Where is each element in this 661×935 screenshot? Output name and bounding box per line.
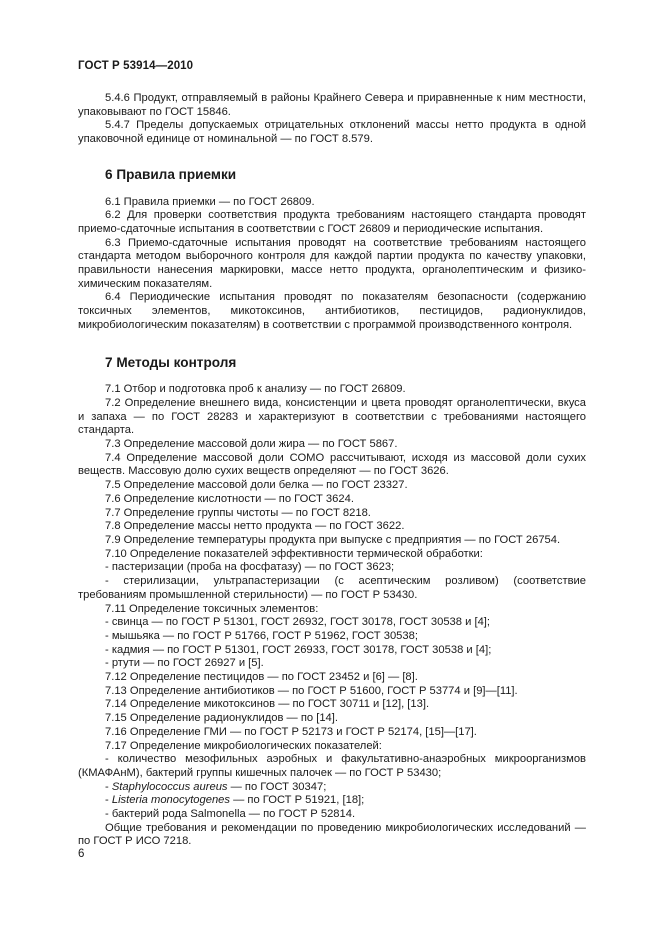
section-7-title: 7 Методы контроля [105,354,237,370]
paragraph-7-11: 7.11 Определение токсичных элементов: [105,602,319,615]
paragraph-6-4: 6.4 Периодические испытания проводят по показателям безопасности (содержанию токсичных элементов, микотоксинов, антибиотиков, пестицидов, радионуклидов, микробиологическим показателям) в соответствии с программой производственного контроля. [78,291,586,331]
paragraph-7-12: 7.12 Определение пестицидов — по ГОСТ 23452 и [6] — [8]. [105,671,418,684]
paragraph-7-17: 7.17 Определение микробиологических показателей: [105,739,382,752]
paragraph-closing: Общие требования и рекомендации по проведению микробиологических исследований — по ГОСТ Р ИСО 7218. [78,821,586,848]
paragraph-5-4-6: 5.4.6 Продукт, отправляемый в районы Крайнего Севера и приравненные к ним местности, упаковывают по ГОСТ 15846. [78,92,586,118]
paragraph-5-4-7: 5.4.7 Пределы допускаемых отрицательных отклонений массы нетто продукта в одной упаковочной единице от номинальной — по ГОСТ 8.579. [78,119,586,146]
page-header: ГОСТ Р 53914—2010 [78,60,194,72]
paragraph-7-1: 7.1 Отбор и подготовка проб к анализу — по ГОСТ 26809. [105,383,406,396]
list-item-staphylococcus: - Staphylococcus aureus — по ГОСТ 30347; [105,780,327,793]
paragraph-7-14: 7.14 Определение микотоксинов — по ГОСТ 30711 и [12], [13]. [105,698,430,711]
paragraph-6-2: 6.2 Для проверки соответствия продукта требованиям настоящего стандарта проводят приемо-сдаточные испытания в соответствии с ГОСТ 26809 и периодические испытания. [78,209,586,235]
paragraph-7-9: 7.9 Определение температуры продукта при выпуске с предприятия — по ГОСТ 26754. [105,533,561,546]
list-item-arsenic: - мышьяка — по ГОСТ Р 51766, ГОСТ Р 51962, ГОСТ 30538; [105,629,418,642]
section-6-title: 6 Правила приемки [105,166,237,182]
list-item-lead: - свинца — по ГОСТ Р 51301, ГОСТ 26932, ГОСТ 30178, ГОСТ 30538 и [4]; [105,616,491,629]
page-content [78,92,586,849]
staphylococcus-name: Staphylococcus aureus [111,780,228,793]
listeria-method: — по ГОСТ Р 51921, [18]; [230,794,365,807]
list-item-mercury: - ртути — по ГОСТ 26927 и [5]. [105,657,264,670]
paragraph-6-1: 6.1 Правила приемки — по ГОСТ 26809. [105,195,315,208]
paragraph-7-15: 7.15 Определение радионуклидов — по [14]. [105,712,338,725]
paragraph-7-5: 7.5 Определение массовой доли белка — по ГОСТ 23327. [105,479,408,492]
salmonella-prefix: - бактерий рода [105,808,191,821]
staphylococcus-method: — по ГОСТ 30347; [227,780,327,793]
list-item-cadmium: - кадмия — по ГОСТ Р 51301, ГОСТ 26933, ГОСТ 30178, ГОСТ 30538 и [4]; [105,643,492,656]
paragraph-7-16: 7.16 Определение ГМИ — по ГОСТ Р 52173 и ГОСТ Р 52174, [15]—[17]. [105,725,477,738]
page-number: 6 [78,848,85,860]
paragraph-7-2: 7.2 Определение внешнего вида, консистенции и цвета проводят органолептически, вкуса и запаха — по ГОСТ 28283 и характеризуют в соответствии с требованиями настоящего стандарта. [78,396,586,437]
list-item-pasteurization: - пастеризации (проба на фосфатазу) — по ГОСТ 3623; [105,561,395,574]
paragraph-7-6: 7.6 Определение кислотности — по ГОСТ 3624. [105,492,354,505]
list-item-kmafanm: - количество мезофильных аэробных и факультативно-анаэробных микроорганизмов (КМАФАнМ), бактерий группы кишечных палочек — по ГОСТ Р 53430; [78,753,586,779]
paragraph-7-4: 7.4 Определение массовой доли СОМО рассчитывают, исходя из массовой доли сухих веществ. Массовую долю сухих веществ определяют — по ГОСТ 3626. [78,451,586,478]
paragraph-7-7: 7.7 Определение группы чистоты — по ГОСТ 8218. [105,506,371,519]
paragraph-7-10: 7.10 Определение показателей эффективности термической обработки: [105,547,483,560]
paragraph-7-8: 7.8 Определение массы нетто продукта — по ГОСТ 3622. [105,520,405,533]
list-item-salmonella [78,808,586,822]
listeria-name: Listeria monocytogenes [111,794,231,807]
paragraph-7-3: 7.3 Определение массовой доли жира — по ГОСТ 5867. [105,438,398,451]
paragraph-6-3: 6.3 Приемо-сдаточные испытания проводят на соответствие требованиям настоящего стандарта методом выборочного контроля для каждой партии продукта по качеству упаковки, правильности нанесения маркировки, массе нетто продукта, органолептическим и физико-химическим показателям. [78,236,586,290]
list-item-listeria: - Listeria monocytogenes — по ГОСТ Р 51921, [18]; [105,794,365,807]
salmonella-method: — по ГОСТ Р 52814. [245,808,356,821]
salmonella-name: Salmonella [190,808,246,821]
paragraph-7-13: 7.13 Определение антибиотиков — по ГОСТ Р 51600, ГОСТ Р 53774 и [9]—[11]. [105,684,518,697]
list-item-sterilization: - стерилизации, ультрапастеризации (с асептическим розливом) (соответствие требованиям промышленной стерильности) — по ГОСТ Р 53430. [78,575,586,601]
